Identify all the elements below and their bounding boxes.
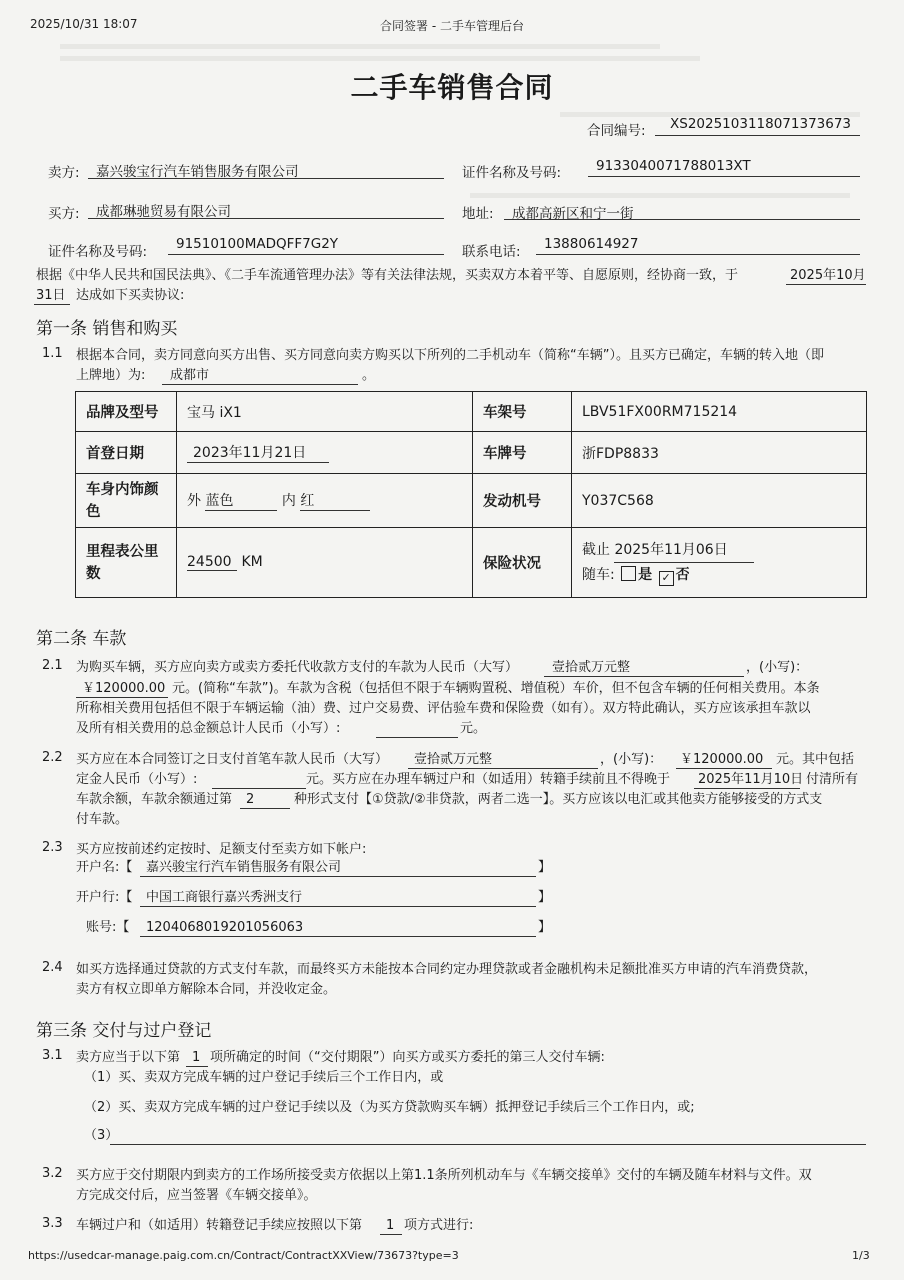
underline (168, 254, 444, 255)
table-row (76, 392, 867, 432)
underline (676, 768, 772, 769)
clause-number: 2.2 (42, 750, 63, 765)
insurance-cell (572, 528, 867, 598)
underline (376, 737, 458, 738)
vin-value: LBV51FX00RM715214 (572, 392, 867, 432)
contract-no: XS2025103118071373673 (670, 116, 852, 132)
option-3: （3） (84, 1128, 119, 1143)
clause-2-2-text: 元。买方应在办理车辆过户和（如适用）转籍手续前且不得晚于 (306, 772, 671, 787)
clause-number: 3.3 (42, 1216, 63, 1231)
option-1: （1）买、卖双方完成车辆的过户登记手续后三个工作日内，或 (84, 1070, 444, 1085)
buyer-name: 成都琳驰贸易有限公司 (96, 204, 231, 220)
bracket-close: 】 (538, 890, 552, 905)
mileage-label-line2: 数 (86, 565, 101, 582)
clause-2-2-text: 车款余额，车款余额通过第 (76, 792, 233, 807)
mileage-value: 24500 (187, 554, 237, 571)
underline (140, 936, 536, 937)
table-row (76, 474, 867, 528)
clause-2-1-text: 及所有相关费用的总金额总计人民币（小写）: (76, 721, 341, 736)
print-page-title: 合同签署 - 二手车管理后台 (380, 19, 524, 33)
underline (88, 218, 444, 219)
exterior-label: 外 (187, 493, 201, 509)
buyer-id: 91510100MADQFF7G2Y (176, 236, 339, 252)
phone-label: 联系电话: (462, 244, 521, 260)
intro-end: 达成如下买卖协议: (76, 288, 185, 303)
bracket-close: 】 (538, 860, 552, 875)
insurance-follow-label: 随车: (582, 567, 615, 583)
payment-type: 2 (246, 792, 255, 807)
bracket-close: 】 (538, 920, 552, 935)
intro-date-day: 31日 (36, 288, 66, 303)
underline (408, 768, 598, 769)
seller-label: 卖方: (48, 165, 80, 181)
intro-text: 根据《中华人民共和国民法典》、《二手车流通管理办法》等有关法律法规，买卖双方本着平等、自愿原则，经协商一致，于 (36, 268, 739, 283)
clause-3-3-text: 车辆过户和（如适用）转籍登记手续应按照以下第 (76, 1218, 363, 1233)
clause-2-4-text: 卖方有权立即单方解除本合同，并没收定金。 (76, 982, 337, 997)
checkbox-yes[interactable] (621, 566, 636, 581)
clause-number: 1.1 (42, 346, 63, 361)
account-no: 1204068019201056063 (146, 920, 304, 935)
seller-id: 9133040071788013XT (596, 158, 751, 174)
color-label (76, 474, 177, 528)
underline (34, 304, 70, 305)
engine-label: 发动机号 (473, 474, 572, 528)
mileage-label (76, 528, 177, 598)
exterior-color: 蓝色 (205, 490, 277, 511)
buyer-address: 成都高新区和宁一街 (512, 206, 634, 222)
clause-2-2-text: 买方应在本合同签订之日支付首笔车款人民币（大写） (76, 752, 389, 767)
brand-value: 宝马 iX1 (177, 392, 473, 432)
plate-label: 车牌号 (473, 432, 572, 474)
account-name-label: 开户名:【 (76, 860, 133, 875)
brand-label: 品牌及型号 (76, 392, 177, 432)
clause-3-2-text: 方完成交付后，应当签署《车辆交接单》。 (76, 1188, 317, 1203)
underline (110, 1144, 866, 1145)
underline (240, 808, 290, 809)
clause-3-1-text: 卖方应当于以下第 (76, 1050, 181, 1065)
engine-value: Y037C568 (572, 474, 867, 528)
transfer-destination: 成都市 (170, 368, 210, 383)
underline (536, 254, 860, 255)
buyer-label: 买方: (48, 206, 80, 222)
intro-date: 2025年10月 (790, 268, 866, 283)
clause-3-3-text: 项方式进行: (404, 1218, 474, 1233)
clause-number: 3.2 (42, 1166, 63, 1181)
period: 。 (362, 368, 376, 383)
underline (186, 1066, 208, 1067)
clause-number: 2.3 (42, 840, 63, 855)
buyer-id-label: 证件名称及号码: (48, 244, 148, 260)
yes-label: 是 (638, 567, 653, 583)
clause-number: 2.4 (42, 960, 63, 975)
mileage-label-line1: 里程表公里 (86, 543, 159, 560)
mileage-unit: KM (241, 554, 263, 570)
underline (786, 284, 866, 285)
underline (655, 135, 860, 136)
table-row (76, 432, 867, 474)
clause-2-1-text: 元。(简称“车款”)。车款为含税（包括但不限于车辆购置税、增值税）车价，但不包含车辆的任何相关费用。本条 (172, 681, 820, 696)
clause-2-1-text: 所称相关费用包括但不限于车辆运输（油）费、过户交易费、评估验车费和保险费（如有）。双方特此确认，买方应该承担车款以 (76, 701, 811, 716)
underline (544, 676, 744, 677)
bank-label: 开户行:【 (76, 890, 133, 905)
clause-2-4-text: 如买方选择通过贷款的方式支付车款，而最终买方未能按本合同约定办理贷款或者金融机构未足额批准买方申请的汽车消费贷款， (76, 962, 818, 977)
underline (212, 788, 306, 789)
bleed-through (60, 44, 660, 49)
clause-1-1-text: 根据本合同，卖方同意向买方出售、买方同意向卖方购买以下所列的二手机动车（简称“车辆”）。且买方已确定，车辆的转入地（即 (76, 348, 824, 363)
color-label-line2: 色 (86, 503, 101, 520)
yuan: 元。 (460, 721, 487, 736)
transfer-way-no: 1 (386, 1218, 395, 1233)
checkbox-no[interactable]: ✓ (659, 571, 674, 586)
price-number: ￥120000.00 (82, 681, 166, 696)
reg-date-cell (177, 432, 473, 474)
interior-color: 红 (300, 490, 370, 511)
section-2-title: 第二条 车款 (36, 629, 127, 649)
clause-2-2-text: 付清所有 (806, 772, 859, 787)
lowercase-label: ，(小写)： (600, 752, 663, 767)
table-row (76, 528, 867, 598)
address-label: 地址: (462, 206, 494, 222)
clause-3-2-text: 买方应于交付期限内到卖方的工作场所接受卖方依据以上第1.1条所列机动车与《车辆交接单》交付的车辆及随车材料与文件。双 (76, 1168, 812, 1183)
underline (162, 384, 358, 385)
first-payment-uppercase: 壹拾贰万元整 (414, 752, 493, 767)
contract-no-label: 合同编号: (587, 123, 646, 139)
mileage-cell (177, 528, 473, 598)
vehicle-table (75, 391, 867, 598)
underline (140, 876, 536, 877)
print-datetime: 2025/10/31 18:07 (30, 17, 138, 31)
clause-number: 2.1 (42, 658, 63, 673)
clause-2-2-text: 付车款。 (76, 812, 129, 827)
no-label: 否 (675, 567, 690, 583)
vin-label: 车架号 (473, 392, 572, 432)
first-payment-number: ￥120000.00 (680, 752, 764, 767)
insurance-until: 2025年11月06日 (614, 538, 754, 563)
color-cell (177, 474, 473, 528)
insurance-until-label: 截止 (582, 542, 610, 558)
print-page-number: 1/3 (852, 1249, 870, 1262)
lowercase-label: ，(小写)： (746, 660, 809, 675)
reg-date-label: 首登日期 (76, 432, 177, 474)
clause-3-1-text: 项所确定的时间（“交付期限”）向买方或买方委托的第三人交付车辆: (210, 1050, 605, 1065)
underline (504, 219, 860, 220)
clause-2-1-text: 为购买车辆，买方应向卖方或卖方委托代收款方支付的车款为人民币（大写） (76, 660, 519, 675)
clause-2-2-text: 种形式支付【①贷款/②非贷款，两者二选一】。买方应该以电汇或其他卖方能够接受的方式支 (294, 792, 823, 807)
clause-number: 3.1 (42, 1048, 63, 1063)
seller-name: 嘉兴骏宝行汽车销售服务有限公司 (96, 164, 299, 180)
underline (76, 697, 168, 698)
price-uppercase: 壹拾贰万元整 (552, 660, 631, 675)
reg-date-value: 2023年11月21日 (187, 442, 329, 463)
section-3-title: 第三条 交付与过户登记 (36, 1021, 212, 1041)
underline (694, 788, 800, 789)
clause-2-3-text: 买方应按前述约定按时、足额支付至卖方如下帐户: (76, 842, 367, 857)
option-2: （2）买、卖双方完成车辆的过户登记手续以及（为买方贷款购买车辆）抵押登记手续后三个工作日内，或; (84, 1100, 695, 1115)
delivery-item-no: 1 (192, 1050, 201, 1065)
account-no-label: 账号:【 (86, 920, 130, 935)
section-1-title: 第一条 销售和购买 (36, 319, 178, 339)
due-date: 2025年11月10日 (698, 772, 804, 787)
underline (140, 906, 536, 907)
underline (380, 1234, 402, 1235)
document-title: 二手车销售合同 (350, 71, 554, 104)
buyer-phone: 13880614927 (544, 236, 639, 252)
plate-value: 浙FDP8833 (572, 432, 867, 474)
insurance-label: 保险状况 (473, 528, 572, 598)
bank-name: 中国工商银行嘉兴秀洲支行 (146, 890, 303, 905)
bleed-through (470, 193, 850, 198)
underline (88, 178, 444, 179)
color-label-line1: 车身内饰颜 (86, 481, 159, 498)
account-name: 嘉兴骏宝行汽车销售服务有限公司 (146, 860, 342, 875)
print-url: https://usedcar-manage.paig.com.cn/Contract/ContractXXView/73673?type=3 (28, 1249, 459, 1262)
clause-2-2-text: 元。其中包括 (776, 752, 855, 767)
interior-label: 内 (281, 493, 296, 509)
underline (588, 176, 860, 177)
clause-1-1-text: 上牌地）为: (76, 368, 146, 383)
seller-id-label: 证件名称及号码: (462, 165, 562, 181)
clause-2-2-text: 定金人民币（小写）: (76, 772, 198, 787)
bleed-through (60, 56, 700, 61)
